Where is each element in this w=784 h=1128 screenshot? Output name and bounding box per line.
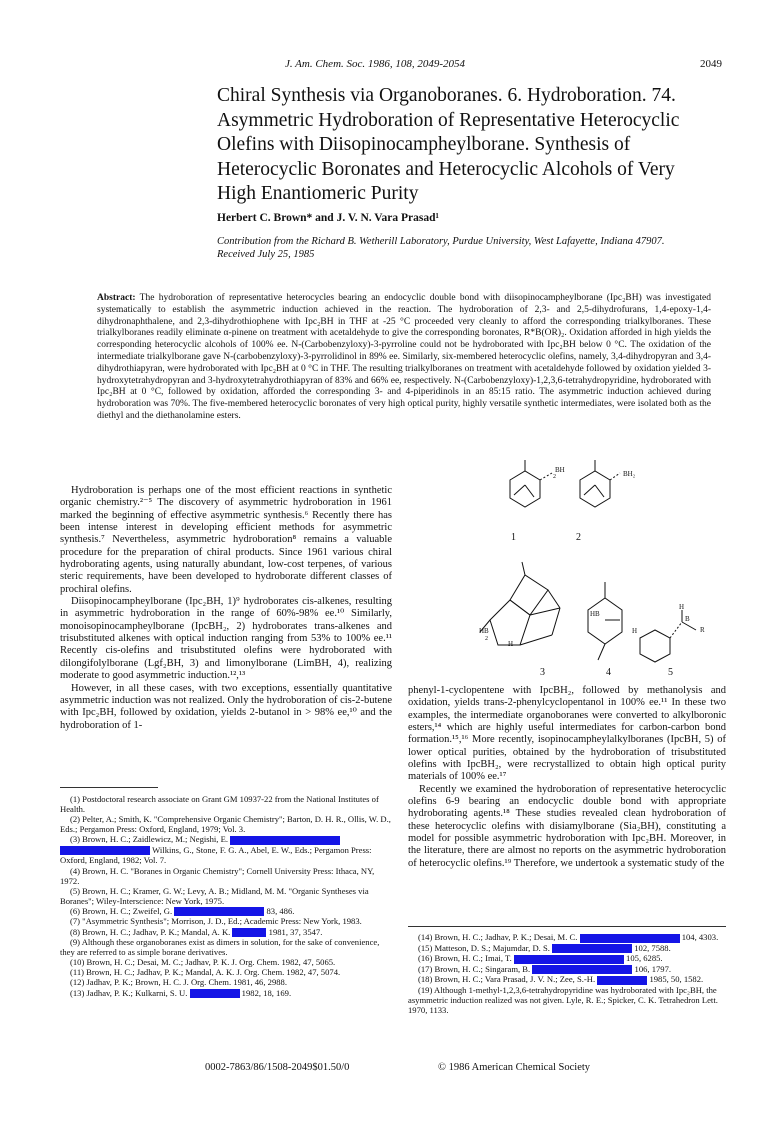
abstract-text: The hydroboration of representative heterocycles bearing an endocyclic double bond with diisopinocampheylborane (Ipc₂BH) was investigated systematically to establish the asymmetric induction achieved in the reaction. The hydroboration of 2,3- and 2,5-dihydrofurans, 1,4-epoxy-1,4-dihydronaphthalene, and 2,3-dihydrothiophene with Ipc₂BH in THF at -25 °C proceeded very cleanly to afford the corresponding trialkylboranes. These trialkylboranes readily eliminate α-pinene on treatment with acetaldehyde to give the corresponding boronates, R*B(OR)₂. Oxidation afforded in high yields the corresponding heterocyclic alcohols of 100% ee. N-(Carbobenzyloxy)-3-pyrroline could not be hydroborated with Ipc₂BH below 0 °C. The oxidation of the intermediate trialkylborane gave N-(carbobenzyloxy)-3-pyrrolidinol in 89% ee. Similarly, six-membered heterocyclic olefins, namely, 3,4-dihydropyran and 3,4-dihydrothiapyran, were hydroborated with Ipc₂BH at 0 °C in THF. The resulting trialkylboranes on treatment with acetaldehyde followed by oxidation yielded 3-hydroxytetrahydropyran and 3-hydroxytetrahydrothiapyran of 83% and 66% ee, respectively. N-(Carbobenzyloxy)-1,2,3,6-tetrahydropyridine, hydroborated with Ipc₂BH at 0 °C, followed by oxidation, afforded the corresponding 3- and 4-piperidinols in an 85:15 ratio. The asymmetric induction achieved during hydroboration was 70%. The five-membered heterocyclic boronates of very high optical purity, highly versatile synthetic intermediates, were isolated both as the diethyl and the diethanolamine esters. [97,293,711,421]
structures-1-2-drawing [500,455,640,535]
right-column-body [408,685,726,870]
affiliation: Contribution from the Richard B. Wetherill Laboratory, Purdue University, West Lafayette, Indiana 47907. Received July 25, 1985 [217,236,665,260]
structure-number-2: 2 [576,532,581,543]
footnote: (9) Although these organoboranes exist as dimers in solution, for the sake of convenience, they are referred to as simple borane derivatives. [60,937,380,958]
footnote: (4) Brown, H. C. "Boranes in Organic Chemistry"; Cornell University Press: Ithaca, NY, 1972. [60,865,375,886]
footer-copyright: © 1986 American Chemical Society [438,1062,591,1073]
label-bh2: BH₂ [623,470,636,478]
footnote: (6) Brown, H. C.; Zweifel, G. 83, 486. [70,905,295,916]
footnote: (15) Matteson, D. S.; Majumdar, D. S. 102, 7588. [418,942,671,953]
footnote: (3) Brown, H. C.; Zaidlewicz, M.; Negishi, E. [60,834,392,845]
structure-number-4: 4 [606,667,611,678]
redaction-bar [230,836,340,845]
pinane-ring-2 [580,471,610,507]
redaction-bar [174,907,264,916]
redaction-bar [552,944,632,953]
paragraph: Recently we examined the hydroboration of representative heterocyclic olefins 6-9 bearing an endocyclic double bond with appropriate hydroborating agents.¹⁸ These studies revealed clean hydroboration of these heterocyclic olefins with disiamylborane (Sia₂BH), constituting a model for possible asymmetric hydroboration with Ipc₂BH. Moreover, in the literature, there are almost no reports on the asymmetric hydroboration of heterocyclic olefins.¹⁹ Therefore, we undertook a systematic study of the [408,783,726,869]
redaction-bar [514,955,624,964]
redaction-bar [580,934,680,943]
structure-number-1: 1 [511,532,516,543]
structures-3-4-5-drawing [470,560,730,670]
structure-number-5: 5 [668,667,673,678]
abstract-label: Abstract: [97,293,136,303]
label-r: R [700,626,705,634]
footnote: (8) Brown, H. C.; Jadhav, P. K.; Mandal, A. K. 1981, 37, 3547. [70,926,323,937]
footnote: (19) Although 1-methyl-1,2,3,6-tetrahydropyridine was hydroborated with Ipc₂BH, the asymmetric induction realized was not given. Lyle, R. E.; Spicker, C. K. Tetrahedron Lett. 1970, 1133. [408,984,718,1015]
label-hb: HB [479,627,489,635]
left-column-body [60,485,392,732]
redaction-bar [597,976,647,985]
label-h: H [632,627,638,635]
paragraph: Diisopinocampheylborane (Ipc₂BH, 1)⁹ hydroborates cis-alkenes, resulting in asymmetric hydroboration in the range of 60%-98% ee.¹⁰ Similarly, monoisopinocampheylborane (IpcBH₂, 2) hydroborates trans-alkenes and trisubstituted alkenes with optical induction ranging from 53% to 100% ee.¹¹ Recently cis-olefins and trisubstituted olefins were hydroborated with dilongifolylborane (Lgf₂BH, 3) and limonylborane (LimBH, 4), realizing moderate to good asymmetric induction.¹²,¹³ [60,596,392,682]
redaction-bar [60,846,150,855]
footnote-rule [60,787,158,788]
footnote: (17) Brown, H. C.; Singaram, B. 106, 1797. [418,963,672,974]
footnote: (12) Jadhav, P. K.; Brown, H. C. J. Org. Chem. 1981, 46, 2988. [70,977,287,988]
footnote: (18) Brown, H. C.; Vara Prasad, J. V. N.; Zee, S.-H. 1985, 50, 1582. [418,974,704,985]
footnote: (7) "Asymmetric Synthesis"; Morrison, J. D., Ed.; Academic Press: New York, 1983. [70,916,362,927]
redaction-bar [190,989,240,998]
footnote: (5) Brown, H. C.; Kramer, G. W.; Levy, A. B.; Midland, M. M. "Organic Syntheses via Boranes"; Wiley-Interscience: New York, 1975. [60,885,369,906]
footnote: Wilkins, G., Stone, F. G. A., Abel, E. W., Eds.; Pergamon Press: Oxford, England, 1982; Vol. 7. [60,844,372,866]
abstract [97,293,711,423]
label-subscript: 2 [485,636,488,642]
redaction-bar [232,928,266,937]
footnote: (14) Brown, H. C.; Jadhav, P. K.; Desai, M. C. 104, 4303. [418,932,719,942]
longifolyl-ring-a [490,600,530,645]
label-subscript: 2 [553,474,556,480]
limonyl-ring [588,598,622,644]
left-footnotes [60,794,392,998]
label-h: H [679,603,685,611]
structure-number-3: 3 [540,667,545,678]
paragraph: However, in all these cases, with two exceptions, essentially quantitative asymmetric induction was not realized. Only the hydroboration of cis-2-butene with Ipc₂BH, followed by oxidation, yields 2-butanol in > 98% ee,¹⁰ and the hydroboration of 1- [60,682,392,731]
footnote: (10) Brown, H. C.; Desai, M. C.; Jadhav, P. K. J. Org. Chem. 1982, 47, 5065. [70,957,336,968]
paragraph: Hydroboration is perhaps one of the most efficient reactions in synthetic organic chemistry.²⁻⁵ The discovery of asymmetric hydroboration in 1961 marked the beginning of effective asymmetric synthesis.⁶ Recently there has been intense interest in developing efficient methods for asymmetric synthesis.⁷ Nevertheless, asymmetric hydroboration⁸ remains a valuable procedure for the preparation of chiral products. Since 1961 various chiral hydroborating agents, using naturally abundant, low-cost terpenes, of various steric requirements, have been developed to hydroborate different classes of prochiral olefins. [60,485,392,595]
article-title: Chiral Synthesis via Organoboranes. 6. Hydroboration. 74. Asymmetric Hydroboration of Representative Heterocyclic Olefins with Diisopinocampheylborane. Synthesis of Heterocyclic Boronates and Heterocyclic Alcohols of Very High Enantiomeric Purity [217,85,680,204]
pinane-ring-1 [510,471,540,507]
label-bh: BH [555,466,565,474]
footer-code: 0002-7863/86/1508-2049$01.50/0 [205,1062,350,1073]
footnote: (16) Brown, H. C.; Imai, T. 105, 6285. [418,953,663,964]
right-footnotes [408,932,726,1015]
paragraph: phenyl-1-cyclopentene with IpcBH₂, followed by methanolysis and oxidation, yields trans-2-phenylcyclopentanol in 100% ee.¹¹ In these two examples, the intermediate organoboranes were converted to alkylboronic esters,¹⁴ which are highly useful intermediates for carbon-carbon bond formation.¹⁵,¹⁶ More recently, isopinocampheylalkylboranes (IpcBH, 5) of lower optical purities, obtained by the hydroboration of trisubstituted olefins with IpcBH₂, were recrystallized to obtain high optical purity materials of 100% ee.¹⁷ [408,685,726,783]
page-number: 2049 [700,58,722,70]
footnote: (13) Jadhav, P. K.; Kulkarni, S. U. 1982, 18, 169. [70,987,292,998]
footnote: (11) Brown, H. C.; Jadhav, P. K.; Mandal, A. K. J. Org. Chem. 1982, 47, 5074. [70,967,341,978]
label-b: B [685,615,690,623]
label-hb: HB [590,610,600,618]
authors: Herbert C. Brown* and J. V. N. Vara Prasad¹ [217,212,439,224]
journal-reference: J. Am. Chem. Soc. 1986, 108, 2049-2054 [285,58,466,70]
footnote: (2) Pelter, A.; Smith, K. "Comprehensive Organic Chemistry"; Barton, D. H. R., Ollis, W. D., Eds.; Pergamon Press: Oxford, England, 1979; Vol. 3. [60,814,391,835]
label-h: H [508,640,514,648]
footnote-rule [408,926,726,927]
isopinocampheyl-ring [640,630,670,662]
redaction-bar [532,965,632,974]
footnote: (1) Postdoctoral research associate on Grant GM 10937-22 from the National Institutes of Health. [60,794,379,815]
